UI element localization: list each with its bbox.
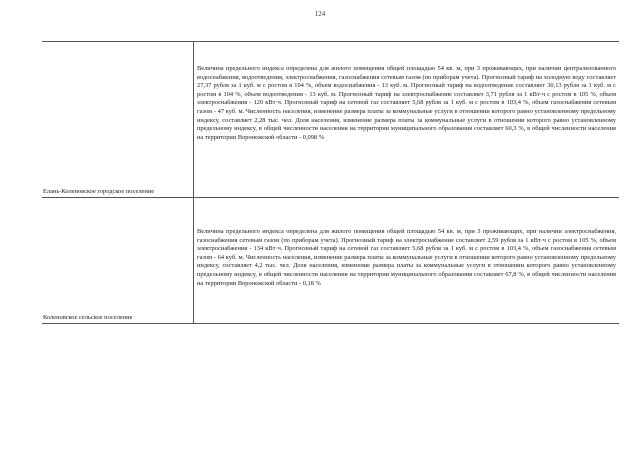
page-number: 124 bbox=[314, 10, 326, 18]
settlement-name: Коленовское сельское поселение bbox=[42, 198, 194, 323]
settlement-name: Елань-Коленовское городское поселение bbox=[42, 42, 194, 197]
index-description: Величина предельного индекса определена для жилого помещения общей площадью 54 кв. м, при 3 проживающих, при наличии электроснабжения, газоснабжения сетевым газом (по приборам учета). Прогнозный тариф на электроснабжение составляет 2,59 рубля за 1 кВт·ч с ростом в 105 %, объем электроснабжения - 134 кВт·ч. Прогнозный тариф на сетевой газ составляет 5,68 рубля за 1 куб. м с ростом в 103,4 %, объем газоснабжения сетевым газом - 64 куб. м. Численность населения, изменение размера платы за коммунальные услуги в отношении которого равно установленному предельному индексу, составляет 4,2 тыс. чел. Доля населения, изменение размера платы за коммунальные услуги в отношении которого равно установленному предельному индексу, в общей численности населения на территории муниципального образования составляет 67,8 %, в общей численности населения на территории Воронежской области - 0,18 % bbox=[197, 228, 616, 287]
index-description: Величина предельного индекса определена для жилого помещения общей площадью 54 кв. м, при 3 проживающих, при наличии централизованного водоснабжения, водоотведения, электроснабжения, газоснабжения сетевым газом (по приборам учета). Прогнозный тариф на холодную воду составляет 27,37 рубля за 1 куб. м с ростом в 104 %, объем водоснабжения - 13 куб. м. Прогнозный тариф на водоотведение составляет 30,13 рубля за 1 куб. м с ростом в 104 %, объем водоотведения - 13 куб. м. Прогнозный тариф на электроснабжение составляет 3,71 рубля за 1 кВт·ч с ростом в 105 %, объем электроснабжения - 120 кВт·ч. Прогнозный тариф на сетевой газ составляет 5,68 рубля за 1 куб. м с ростом в 103,4 %, объем газоснабжения сетевым газом - 47 куб. м. Численность населения, изменение размера платы за коммунальные услуги в отношении которого равно установленному предельному индексу, составляет 2,28 тыс. чел. Доля населения, изменение размера платы за коммунальные услуги в отношении которого равно установленному предельному индексу, в общей численности населения на территории муниципального образования составляет 60,3 %, в общей численности населения на территории Воронежской области - 0,098 % bbox=[197, 65, 616, 141]
settlements-table bbox=[42, 41, 619, 324]
table-row bbox=[42, 198, 619, 324]
table-row bbox=[42, 42, 619, 198]
